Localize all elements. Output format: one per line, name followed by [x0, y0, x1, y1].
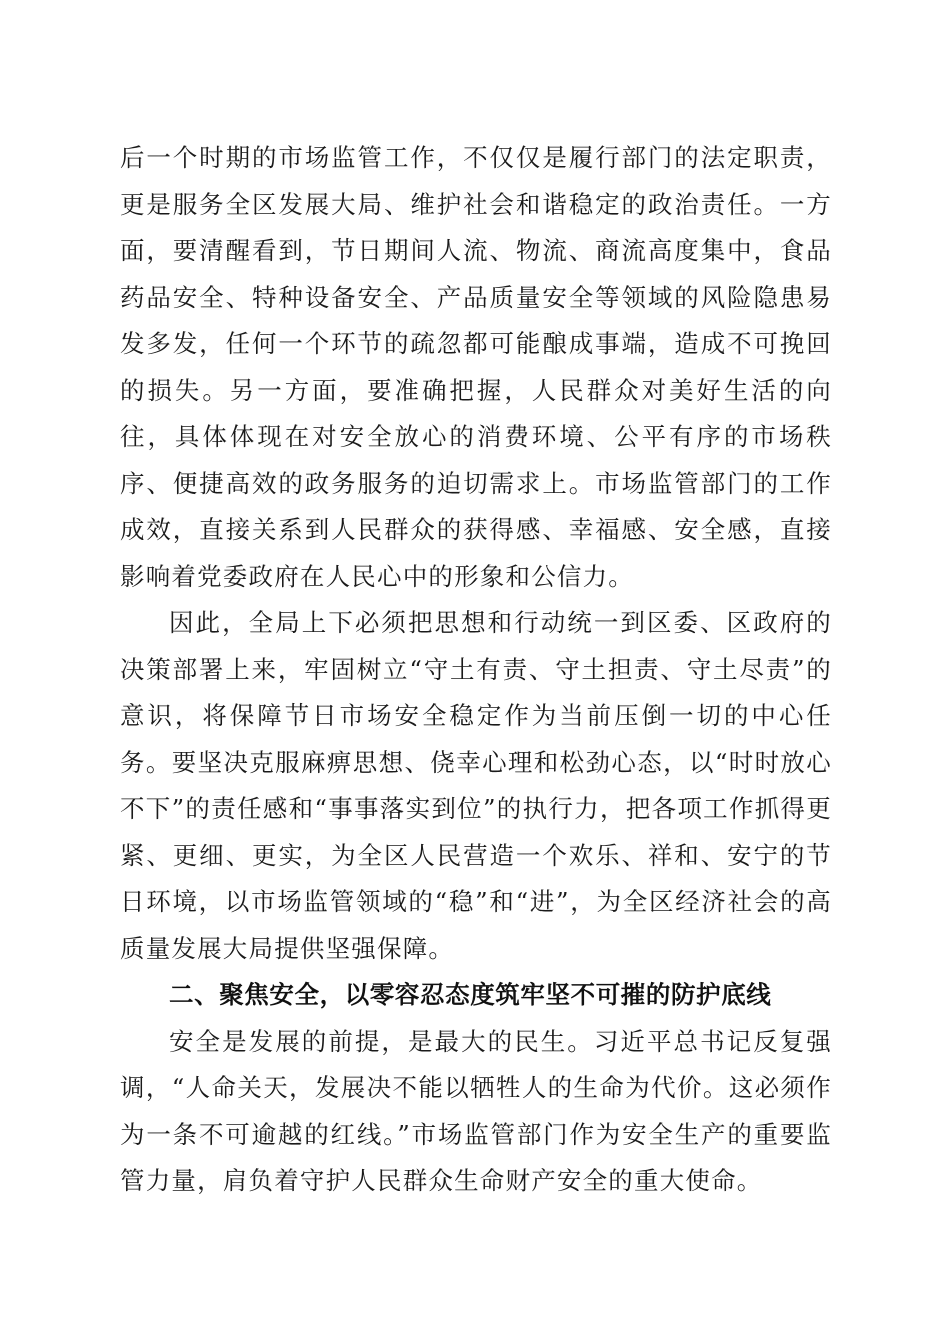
section-heading: 二、聚焦安全，以零容忍态度筑牢坚不可摧的防护底线 — [169, 980, 772, 1009]
paragraph-safety: 安全是发展的前提，是最大的民生。习近平总书记反复强调，“人命关天，发展决不能以牺牲人的生命为代价。这必须作为一条不可逾越的红线。”市场监管部门作为安全生产的重要监管力量，肩负着守护人民群众生命财产安全的重大使命。 — [120, 1026, 832, 1195]
paragraph-continuation: 后一个时期的市场监管工作，不仅仅是履行部门的法定职责，更是服务全区发展大局、维护社会和谐稳定的政治责任。一方面，要清醒看到，节日期间人流、物流、商流高度集中，食品药品安全、特种设备安全、产品质量安全等领域的风险隐患易发多发，任何一个环节的疏忽都可能酿成事端，造成不可挽回的损失。另一方面，要准确把握，人民群众对美好生活的向往，具体体现在对安全放心的消费环境、公平有序的市场秩序、便捷高效的政务服务的迫切需求上。市场监管部门的工作成效，直接关系到人民群众的获得感、幸福感、安全感，直接影响着党委政府在人民心中的形象和公信力。 — [120, 143, 832, 591]
document-body — [120, 135, 832, 1205]
paragraph-conclusion: 因此，全局上下必须把思想和行动统一到区委、区政府的决策部署上来，牢固树立“守土有责、守土担责、守土尽责”的意识，将保障节日市场安全稳定作为当前压倒一切的中心任务。要坚决克服麻痹思想、侥幸心理和松劲心态，以“时时放心不下”的责任感和“事事落实到位”的执行力，把各项工作抓得更紧、更细、更实，为全区人民营造一个欢乐、祥和、安宁的节日环境，以市场监管领域的“稳”和“进”，为全区经济社会的高质量发展大局提供坚强保障。 — [120, 608, 832, 963]
